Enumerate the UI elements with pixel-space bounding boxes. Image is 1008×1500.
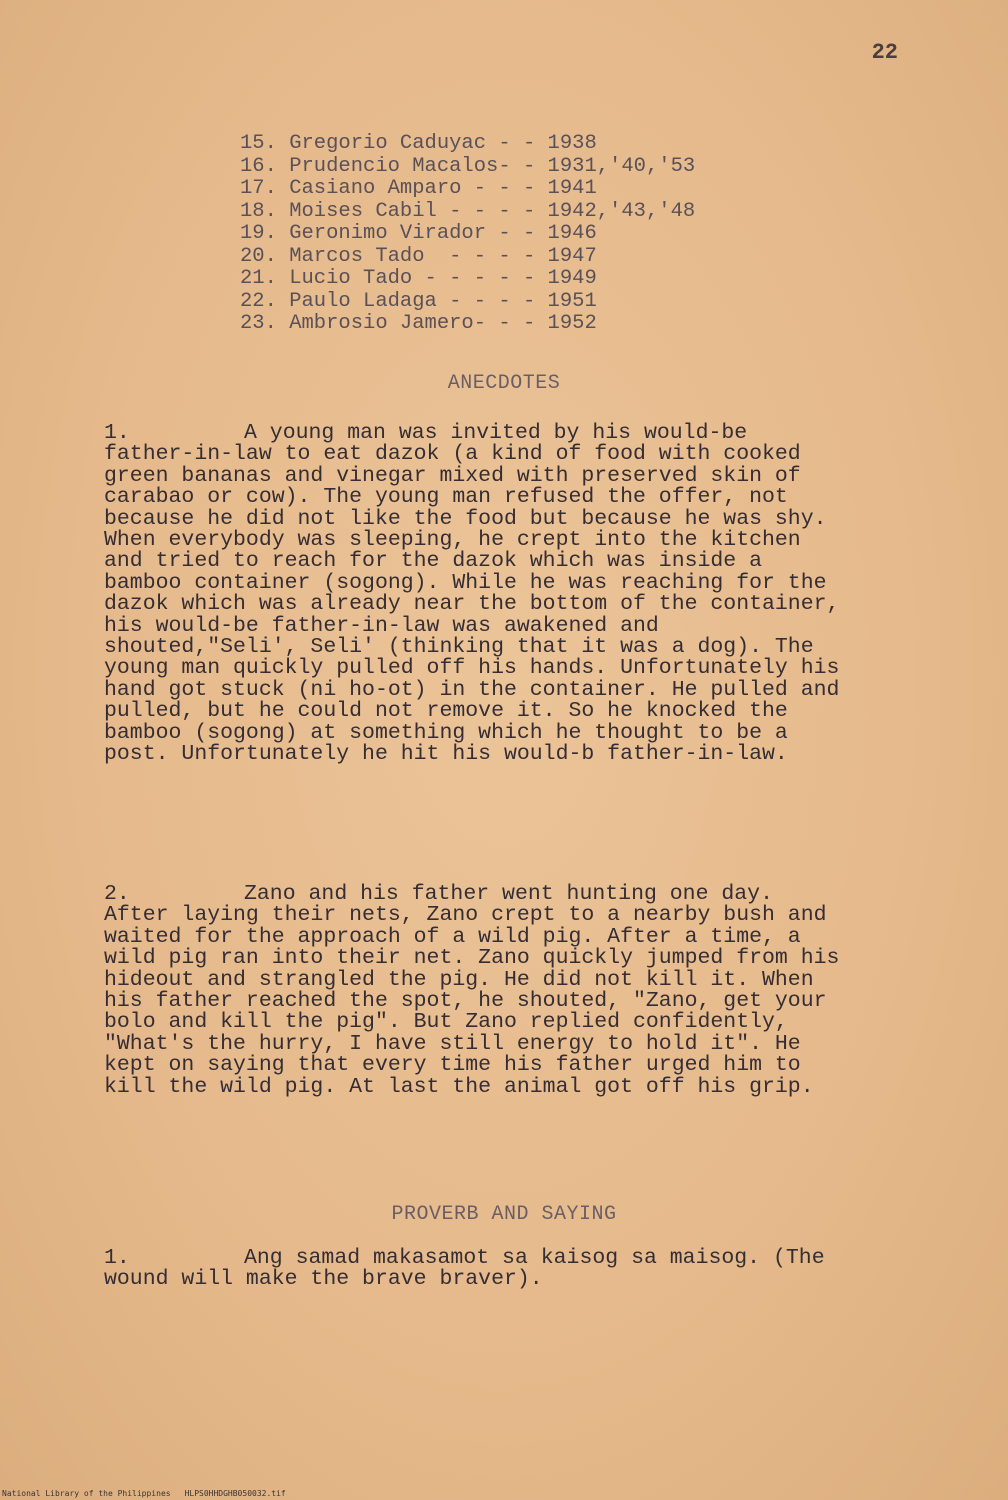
anecdote-paragraph-2 xyxy=(104,884,844,1098)
paragraph-text: A young man was invited by his would-be father-in-law to eat dazok (a kind of food with cooked green bananas and vinegar mixed with preserved skin of carabao or cow). The young man refused the offer, not because he did not like the food but because he was shy. When everybody was sleeping, he crept into the kitchen and tried to reach for the dazok which was inside a bamboo container (sogong). While he was reaching for the dazok which was already near the bottom of the container, his would-be father-in-law was awakened and shouted,"Seli', Seli' (thinking that it was a dog). The young man quickly pulled off his hands. Unfortunately his hand got stuck (ni ho-ot) in the container. He pulled and pulled, but he could not remove it. So he knocked the bamboo (sogong) at something which he thought to be a post. Unfortunately he hit his would-b father-in-law. xyxy=(104,421,840,767)
list-item: 23. Ambrosio Jamero- - - 1952 xyxy=(240,312,597,335)
paragraph-text: Ang samad makasamot sa kaisog sa maisog. (The wound will make the brave braver). xyxy=(104,1246,825,1292)
list-item: 22. Paulo Ladaga - - - - 1951 xyxy=(240,289,597,313)
proverb-paragraph-1 xyxy=(104,1248,844,1291)
paragraph-number: 1. xyxy=(104,421,130,445)
list-item: 18. Moises Cabil - - - - 1942,'43,'48 xyxy=(240,199,696,223)
paragraph-text: Zano and his father went hunting one day. After laying their nets, Zano crept to a nearby bush and waited for the approach of a wild pig. After a time, a wild pig ran into their net. Zano quickly jumped from his hideout and strangled the pig. He did not kill it. When his father reached the spot, he shouted, "Zano, get your bolo and kill the pig". But Zano replied confidently, "What's the hurry, I have still energy to hold it". He kept on saying that every time his father urged him to kill the wild pig. At last the animal got off his grip. xyxy=(104,882,840,1099)
paragraph-number: 2. xyxy=(104,882,130,906)
names-year-list xyxy=(240,133,695,336)
list-item: 17. Casiano Amparo - - - 1941 xyxy=(240,177,597,200)
list-item: 20. Marcos Tado - - - - 1947 xyxy=(240,244,597,268)
paragraph-number: 1. xyxy=(104,1246,130,1270)
scan-footer xyxy=(2,1489,286,1498)
anecdote-paragraph-1 xyxy=(104,423,844,766)
anecdotes-heading: ANECDOTES xyxy=(447,372,561,395)
list-item: 21. Lucio Tado - - - - - 1949 xyxy=(240,267,597,290)
page-number: 22 xyxy=(871,40,898,65)
proverb-heading: PROVERB AND SAYING xyxy=(391,1203,617,1226)
list-item: 15. Gregorio Caduyac - - 1938 xyxy=(240,132,597,155)
list-item: 16. Prudencio Macalos- - 1931,'40,'53 xyxy=(240,154,696,178)
footer-library: National Library of the Philippines xyxy=(2,1489,171,1498)
list-item: 19. Geronimo Virador - - 1946 xyxy=(240,222,597,245)
footer-file-id: HLPS0HHDGHB050032.tif xyxy=(184,1489,286,1498)
